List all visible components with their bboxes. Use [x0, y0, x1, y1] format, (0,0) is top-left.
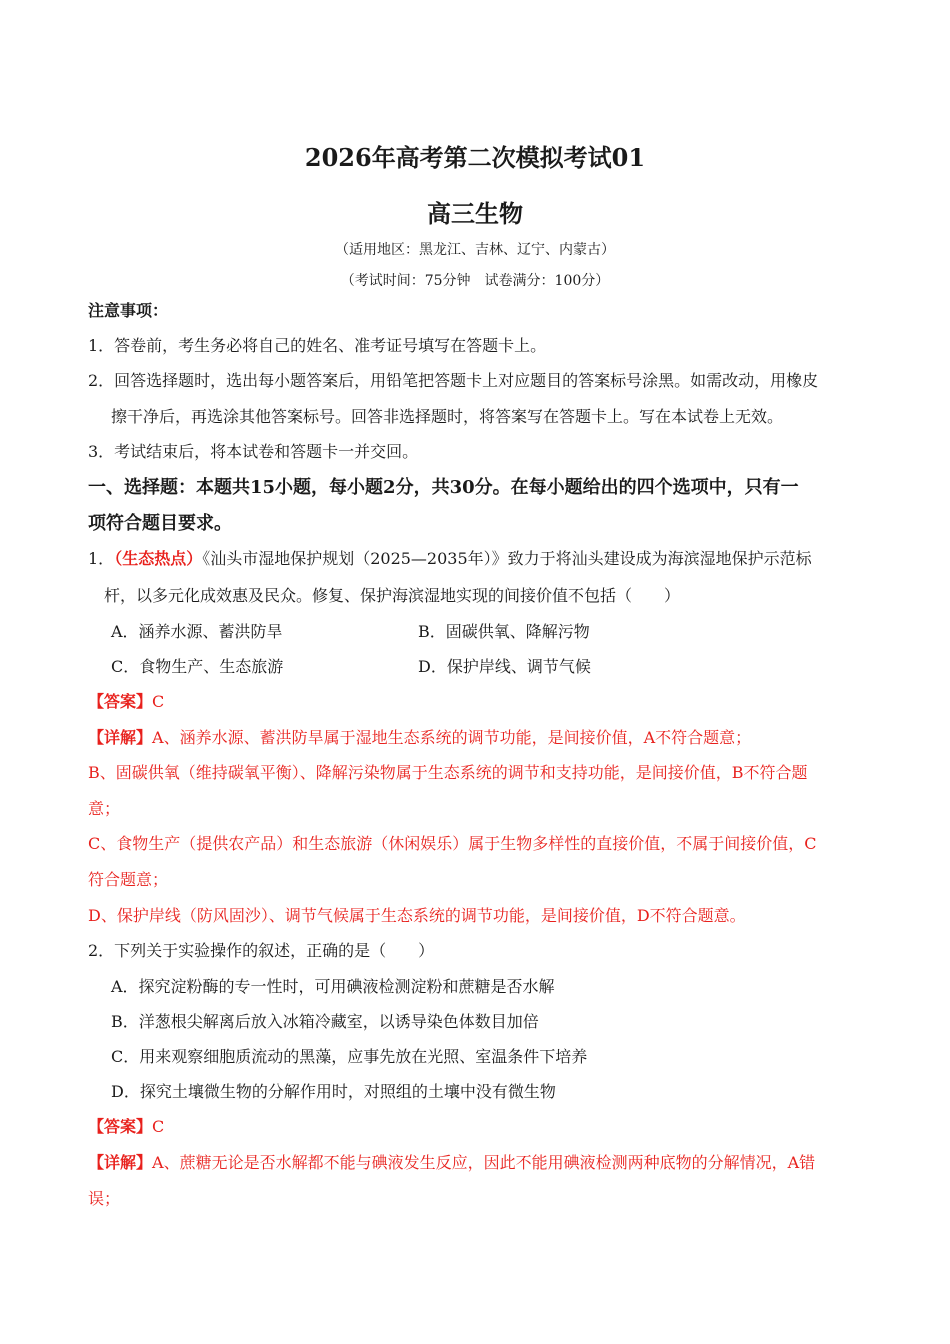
- q2-answer-label: 【答案】: [88, 1117, 153, 1136]
- note-item: 2．回答选择题时，选出每小题答案后，用铅笔把答题卡上对应题目的答案标号涂黑。如需改动，用橡皮: [88, 371, 819, 390]
- q1-stem-text: 《汕头市湿地保护规划（2025—2035年）》致力于将汕头建设成为海滨湿地保护示范标: [202, 549, 812, 568]
- q1-answer-value: C: [152, 692, 165, 711]
- q1-number: 1．: [88, 549, 115, 568]
- section-heading: 一、选择题：本题共15小题，每小题2分，共30分。在每小题给出的四个选项中，只有一: [88, 477, 799, 498]
- q1-answer-label: 【答案】: [88, 692, 153, 711]
- q2-answer: [88, 1117, 164, 1137]
- subject-title: 高三生物: [427, 199, 523, 228]
- exam-title: 2026年高考第二次模拟考试01: [304, 143, 646, 172]
- q1-detail: [88, 728, 751, 748]
- q1-detail-line: 意；: [88, 799, 121, 818]
- q1-answer: [88, 692, 164, 712]
- note-item: 3．考试结束后，将本试卷和答题卡一并交回。: [88, 442, 419, 461]
- q2-option-b: B．洋葱根尖解离后放入冰箱冷藏室，以诱导染色体数目加倍: [111, 1012, 539, 1031]
- q2-detail: [88, 1153, 815, 1173]
- q1-tag: （生态热点）: [114, 549, 203, 568]
- q2-option-c: C．用来观察细胞质流动的黑藻，应事先放在光照、室温条件下培养: [111, 1047, 588, 1066]
- q1-detail-line: C、食物生产（提供农产品）和生态旅游（休闲娱乐）属于生物多样性的直接价值，不属于间接价值，C: [88, 834, 817, 853]
- q1-detail-text: A、涵养水源、蓄洪防旱属于湿地生态系统的调节功能，是间接价值，A不符合题意；: [152, 728, 752, 747]
- q1-detail-line: 符合题意；: [88, 870, 169, 889]
- q2-option-d: D．探究土壤微生物的分解作用时，对照组的土壤中没有微生物: [111, 1082, 556, 1101]
- q2-detail-line: 误；: [88, 1189, 121, 1208]
- q1-option-d: D．保护岸线、调节气候: [418, 657, 591, 676]
- q1-stem-cont: 杆，以多元化成效惠及民众。修复、保护海滨湿地实现的间接价值不包括（ ）: [104, 586, 681, 605]
- time-score-note: （考试时间：75分钟 试卷满分：100分）: [340, 273, 610, 289]
- q2-detail-label: 【详解】: [88, 1153, 153, 1172]
- q1-stem: [88, 549, 812, 569]
- q1-option-c: C．食物生产、生态旅游: [111, 657, 284, 676]
- region-note: （适用地区：黑龙江、吉林、辽宁、内蒙古）: [335, 242, 615, 258]
- q1-option-a: A．涵养水源、蓄洪防旱: [111, 622, 283, 641]
- notes-heading: 注意事项：: [88, 301, 169, 320]
- note-item: 擦干净后，再选涂其他答案标号。回答非选择题时，将答案写在答题卡上。写在本试卷上无效。: [111, 407, 784, 426]
- q2-answer-value: C: [152, 1117, 165, 1136]
- q1-option-b: B．固碳供氧、降解污物: [418, 622, 590, 641]
- q2-detail-text: A、蔗糖无论是否水解都不能与碘液发生反应，因此不能用碘液检测两种底物的分解情况，A错: [152, 1153, 816, 1172]
- q1-detail-line: D、保护岸线（防风固沙）、调节气候属于生态系统的调节功能，是间接价值，D不符合题意。: [88, 906, 746, 925]
- q2-option-a: A．探究淀粉酶的专一性时，可用碘液检测淀粉和蔗糖是否水解: [111, 977, 555, 996]
- q2-stem: 2．下列关于实验操作的叙述，正确的是（ ）: [88, 941, 435, 960]
- q1-detail-line: B、固碳供氧（维持碳氧平衡）、降解污染物属于生态系统的调节和支持功能，是间接价值，B不符合题: [88, 763, 808, 782]
- section-heading-cont: 项符合题目要求。: [88, 513, 232, 534]
- q1-detail-label: 【详解】: [88, 728, 153, 747]
- note-item: 1．答卷前，考生务必将自己的姓名、准考证号填写在答题卡上。: [88, 336, 547, 355]
